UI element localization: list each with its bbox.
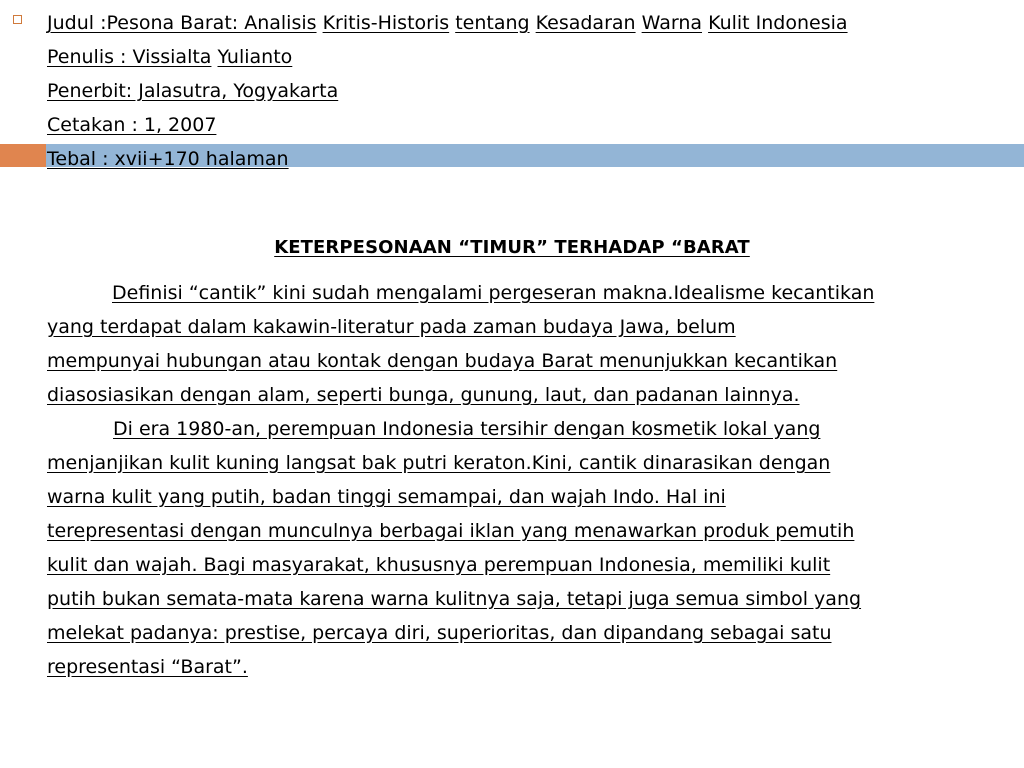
judul-word: tentang xyxy=(455,12,530,34)
paragraph-line: mempunyai hubungan atau kontak dengan budaya Barat menunjukkan kecantikan xyxy=(47,350,838,372)
penerbit-line: Penerbit: Jalasutra, Yogyakarta xyxy=(47,80,339,102)
paragraph-line: terepresentasi dengan munculnya berbagai iklan yang menawarkan produk pemutih xyxy=(47,520,855,542)
square-bullet-icon xyxy=(13,15,22,24)
paragraph-line: Definisi “cantik” kini sudah mengalami pergeseran makna.Idealisme kecantikan xyxy=(112,282,875,304)
judul-word: Warna xyxy=(641,12,703,34)
judul-label: Judul :Pesona Barat: Analisis xyxy=(47,12,317,34)
judul-word: Kritis-Historis xyxy=(322,12,450,34)
cetakan-line: Cetakan : 1, 2007 xyxy=(47,114,217,136)
paragraph-line: melekat padanya: prestise, percaya diri, superioritas, dan dipandang sebagai satu xyxy=(47,622,832,644)
paragraph-line: warna kulit yang putih, badan tinggi semampai, dan wajah Indo. Hal ini xyxy=(47,486,726,508)
section-heading xyxy=(0,236,1024,260)
tebal-line: Tebal : xvii+170 halaman xyxy=(47,148,289,170)
accent-bar-orange xyxy=(0,144,46,167)
section-heading-text: KETERPESONAAN “TIMUR” TERHADAP “BARAT xyxy=(274,237,750,258)
paragraph-line: putih bukan semata-mata karena warna kulitnya saja, tetapi juga semua simbol yang xyxy=(47,588,862,610)
penulis-name: Yulianto xyxy=(217,46,293,68)
judul-line xyxy=(47,11,848,35)
paragraph-line: kulit dan wajah. Bagi masyarakat, khususnya perempuan Indonesia, memiliki kulit xyxy=(47,554,831,576)
penulis-label: Penulis : Vissialta xyxy=(47,46,212,68)
paragraph-line: diasosiasikan dengan alam, seperti bunga, gunung, laut, dan padanan lainnya. xyxy=(47,384,800,406)
paragraph-line: representasi “Barat”. xyxy=(47,656,248,678)
trailing-underline xyxy=(47,695,113,719)
paragraph-line: Di era 1980-an, perempuan Indonesia tersihir dengan kosmetik lokal yang xyxy=(113,418,821,440)
paragraph-line: yang terdapat dalam kakawin-literatur pada zaman budaya Jawa, belum xyxy=(47,316,736,338)
penulis-line xyxy=(47,45,292,69)
judul-word: Kulit Indonesia xyxy=(708,12,848,34)
paragraph-line: menjanjikan kulit kuning langsat bak putri keraton.Kini, cantik dinarasikan dengan xyxy=(47,452,831,474)
judul-word: Kesadaran xyxy=(535,12,636,34)
